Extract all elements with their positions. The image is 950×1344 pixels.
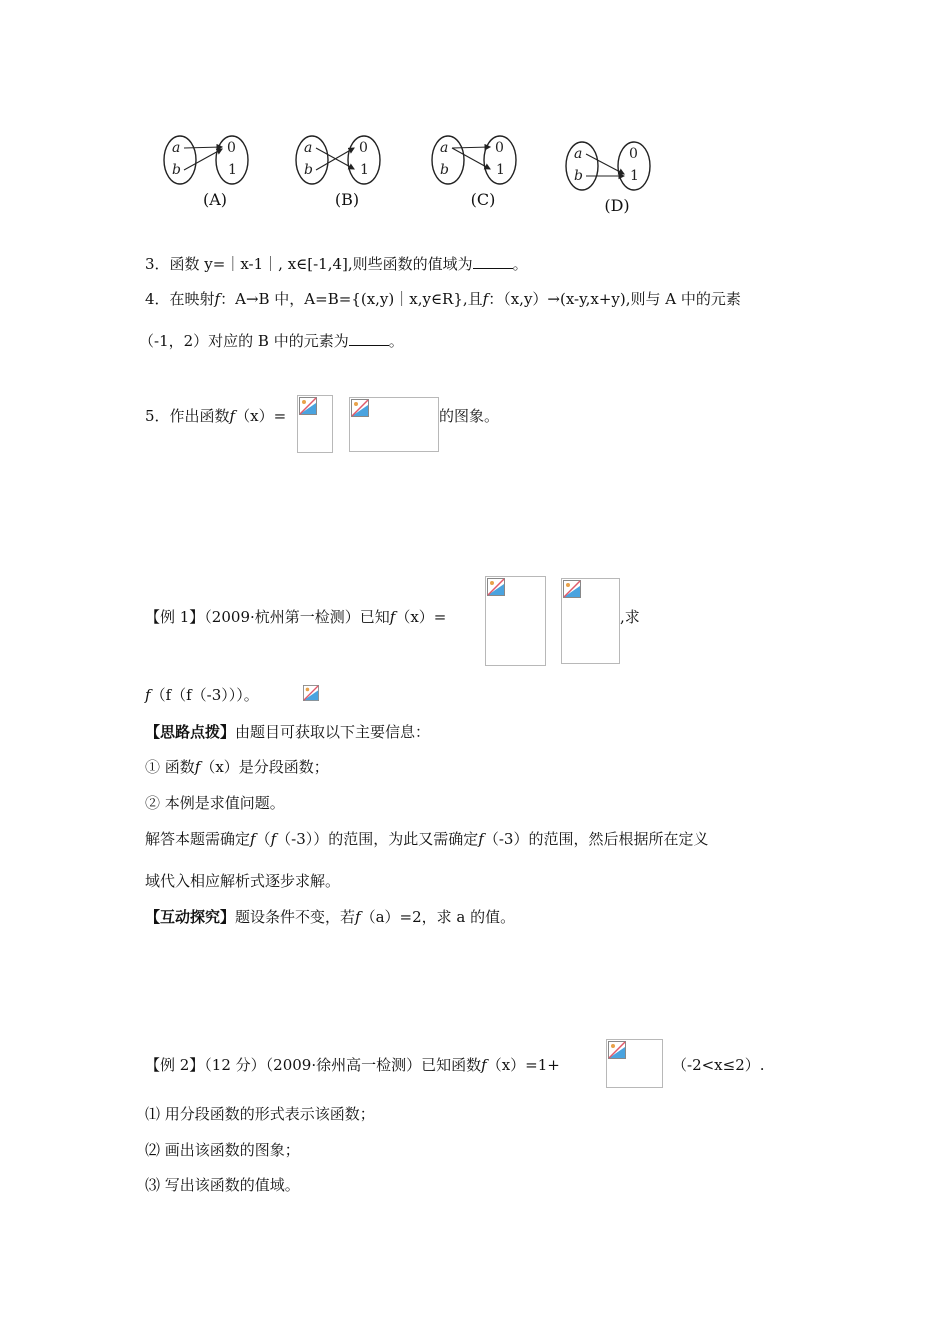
- ex1-f: f: [145, 686, 151, 704]
- mapping-diagram-c: [428, 130, 538, 220]
- ex1-f: f: [194, 758, 201, 776]
- diagram-caption: (B): [334, 190, 360, 209]
- diagram-caption: (D): [604, 196, 630, 215]
- diagram-caption: (A): [202, 190, 228, 209]
- svg-text:a: a: [304, 140, 313, 156]
- svg-text:a: a: [440, 140, 449, 156]
- question-4-line-1: [145, 288, 741, 309]
- svg-text:a: a: [574, 146, 583, 162]
- svg-text:0: 0: [629, 146, 638, 162]
- sol-c: （-3））的范围，为此又需确定: [276, 830, 479, 848]
- question-5: [145, 405, 286, 426]
- diagram-a-left-b: b: [172, 162, 181, 178]
- question-5-suffix: 的图象。: [439, 407, 500, 425]
- mapping-diagram-d: [562, 136, 672, 226]
- example-2-part-3: ⑶ 写出该函数的值域。: [145, 1176, 300, 1194]
- q4-line2-text: （-1，2）对应的 B 中的元素为: [139, 332, 349, 350]
- answer-blank: [473, 254, 513, 269]
- mapping-diagram-a: [160, 130, 270, 220]
- mapping-diagram-a-figure: [160, 130, 270, 190]
- mapping-diagram-d-figure: [562, 136, 672, 196]
- example-2-part-1: ⑴ 用分段函数的形式表示该函数；: [145, 1105, 375, 1123]
- mapping-diagram-b: [292, 130, 402, 220]
- q4-text-b: ：A→B 中，A=B={(x,y)｜x,y∈R},且: [220, 290, 483, 308]
- ex1-label: 【例 1】（2009·杭州第一检测）已知: [145, 608, 390, 626]
- ex1-f: f: [355, 908, 361, 926]
- broken-image-formula: [606, 1039, 663, 1088]
- example-1-header: [145, 606, 446, 627]
- example-1-end: ,求: [620, 608, 640, 626]
- broken-image-icon: [563, 580, 581, 598]
- ex1-f: f: [250, 830, 256, 848]
- broken-image-formula: [485, 576, 546, 666]
- hint-item-1-a: ① 函数: [145, 758, 195, 776]
- hint-item-1: [145, 756, 329, 777]
- broken-image-icon: [303, 684, 319, 702]
- example-2-header: [145, 1054, 560, 1075]
- explore-title: 【互动探究】: [145, 908, 236, 926]
- svg-text:1: 1: [496, 162, 505, 178]
- svg-text:0: 0: [495, 140, 504, 156]
- diagram-a-left-a: a: [172, 140, 181, 156]
- ex1-mid: （x）=: [395, 608, 447, 626]
- sol-b: （: [255, 830, 271, 848]
- ex2-mid: （x）=1+: [486, 1056, 560, 1074]
- hint-line: [145, 721, 430, 742]
- hint-item-1-b: （x）是分段函数；: [200, 758, 329, 776]
- svg-text:1: 1: [630, 168, 639, 184]
- q4-line2-suffix: 。: [388, 332, 404, 350]
- example-2-condition: （-2<x≤2）.: [672, 1056, 765, 1074]
- broken-image-icon: [487, 578, 505, 596]
- svg-text:b: b: [440, 162, 449, 178]
- mapping-diagram-b-figure: [292, 130, 402, 190]
- q5-mid: （x）=: [235, 407, 287, 425]
- ex1-line2: （f（f（-3）））。: [150, 686, 259, 704]
- mapping-diagram-c-figure: [428, 130, 538, 190]
- sol-d: （-3）的范围，然后根据所在定义: [483, 830, 709, 848]
- q5-text: 5．作出函数: [145, 407, 230, 425]
- q5-f: f: [229, 407, 236, 425]
- broken-image-formula: [349, 397, 439, 452]
- question-3-suffix: 。: [512, 255, 528, 273]
- svg-text:1: 1: [360, 162, 369, 178]
- diagram-a-right-0: 0: [227, 140, 236, 156]
- ex1-f: f: [270, 830, 277, 848]
- sol-a: 解答本题需确定: [145, 830, 251, 848]
- hint-item-2: ② 本例是求值问题。: [145, 794, 285, 812]
- diagram-a-right-1: 1: [228, 162, 237, 178]
- broken-image-formula: [297, 395, 333, 453]
- question-4-line-2: [139, 330, 404, 351]
- explore-b: （a）=2，求 a 的值。: [360, 908, 516, 926]
- svg-text:b: b: [304, 162, 313, 178]
- example-2-part-2: ⑵ 画出该函数的图象；: [145, 1141, 300, 1159]
- svg-text:0: 0: [359, 140, 368, 156]
- q4-text-c: ：（x,y）→(x-y,x+y),则与 A 中的元素: [488, 290, 741, 308]
- svg-text:b: b: [574, 168, 583, 184]
- explore-line: [145, 906, 515, 927]
- q4-text-a: 4．在映射: [145, 290, 215, 308]
- q4-f: f: [214, 290, 221, 308]
- broken-image-icon: [299, 397, 317, 415]
- hint-title: 【思路点拨】: [145, 723, 236, 741]
- broken-image-icon: [608, 1041, 626, 1059]
- ex2-f: f: [481, 1056, 487, 1074]
- explore-a: 题设条件不变，若: [235, 908, 356, 926]
- ex1-f: f: [478, 830, 484, 848]
- example-1-line-2: [145, 684, 259, 705]
- solution-line-2: 域代入相应解析式逐步求解。: [145, 872, 341, 890]
- hint-text: 由题目可获取以下主要信息：: [235, 723, 431, 741]
- ex1-f: f: [389, 608, 396, 626]
- broken-image-icon: [351, 399, 369, 417]
- question-3: [145, 253, 528, 274]
- broken-image-formula: [561, 578, 620, 664]
- ex2-label: 【例 2】（12 分）（2009·徐州高一检测）已知函数: [145, 1056, 482, 1074]
- answer-blank: [349, 331, 389, 346]
- question-3-text: 3．函数 y=｜x-1｜, x∈[-1,4],则些函数的值域为: [145, 255, 473, 273]
- q4-f: f: [482, 290, 489, 308]
- solution-line-1: [145, 828, 708, 849]
- diagram-caption: (C): [470, 190, 496, 209]
